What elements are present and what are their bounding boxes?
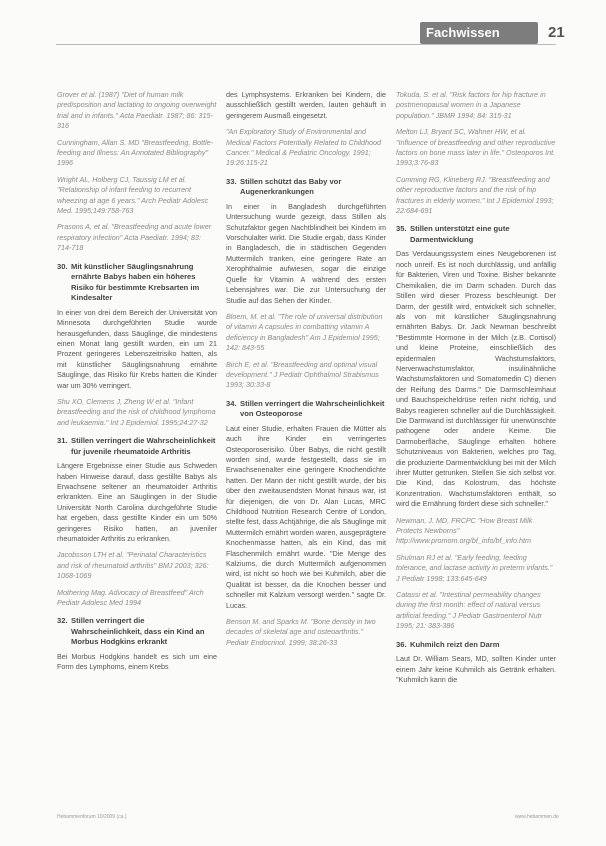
reference: Birch E, et al. "Breastfeeding and optimal visual development." J Pediatr Ophthalmol Strabismus 1993; 30:33-8 xyxy=(226,359,379,390)
body-paragraph: Laut einer Studie, erhalten Frauen die Mütter als auch ihre Kinder ein verringertes Osteoporoserisiko. Über Babys, die nicht gestillt worden sind, wurde festgestellt, dass sie im Erwachsenenalter eine geringere Knochendichte hatten. Der Mann der nicht gestillt wurde, der bis über den zweitausendsten Monat hinaus war, ist für diejenigen, die von Dr. Alan Lucas, MRC Childhood Nutrition Research Centre of London, stellte fest, dass Achtjährige, die als Säuglinge mit Muttermilch ernährt worden waren, ausgeprägtere Knochenmasse hatten, als ein Kind, das mit Flaschenmilch ernährt wurde. "Die Menge des Kalziums, die durch Muttermilch aufgenommen wird, ist nicht so hoch wie bei Kuhmilch, aber die Qualität ist besser, da die Knochen besser und schneller mit Kalzium versorgt werden." sagte Dr. Lucas. xyxy=(226,423,386,610)
reference: Melton LJ, Bryant SC, Wahner HW, et al. "Influence of breastfeeding and other reproductive factors on bone mass later in life." Osteoporos Int. 1993;3:76-83 xyxy=(396,127,556,168)
body-paragraph: Bei Morbus Hodgkins handelt es sich um eine Form des Lymphoms, einem Krebs xyxy=(57,651,217,672)
section-title: Fachwissen xyxy=(426,25,500,40)
reference: Prasons A, et al. "Breastfeeding and acute lower respiratory infection" Acta Paediatr. 1994; 83: 714-718 xyxy=(57,222,212,253)
reference: Benson M. and Sparks M. "Bone density in two decades of skeletal age and osteoarthritis." Pediatr Endocrinol. 1999; 38:26-33 xyxy=(226,617,376,647)
reference: Mothering Mag. Advocacy of Breastfeed" Arch Pediatr Adolesc Med 1994 xyxy=(57,587,204,608)
reference: Wright AL, Holberg CJ, Taussig LM et al. "Relationship of infant feeding to recurrent wheezing at age 6 years." Arch Pediatr Adolesc Med. 1995;149:758-763 xyxy=(57,174,209,216)
section-number: 34. xyxy=(226,398,237,408)
reference: "An Exploratory Study of Environmental and Medical Factors Potentially Related to Childhood Cancer." Medical & Pediatric Oncology. 1991; 19:26:115-21 xyxy=(226,127,382,168)
page-number: 21 xyxy=(548,24,565,41)
section-number: 32. xyxy=(57,616,68,626)
section-title-text: Stillen verringert die Wahrscheinlichkeit für juvenile rheumatoide Arthritis xyxy=(71,436,216,456)
section-number: 33. xyxy=(226,176,237,186)
section-number: 35. xyxy=(396,224,407,234)
body-paragraph: des Lymphsystems. Erkranken bei Kindern, die ausschließlich gestillt werden, lauten gehäuft in geringerem Ausmaß eingesetzt. xyxy=(226,90,386,120)
reference: Bloem, M. et al. "The role of universal distribution of vitamin A capsules in combatting vitamin A deficiency in Bangladesh" Am J Epidemiol 1995; 142: 843-55 xyxy=(226,311,383,353)
section-heading-36 xyxy=(396,640,556,651)
section-heading-30 xyxy=(57,262,217,304)
column-1 xyxy=(57,90,217,810)
section-title-text: Stillen verringert die Wahrscheinlichkeit, dass ein Kind an Morbus Hodgkins erkrankt xyxy=(71,616,205,647)
reference: Cumming RG, Klineberg RJ. "Breastfeeding and other reproductive factors and the risk of hip fractures in elderly women." Int J Epidemiol 1993; 22:684-691 xyxy=(396,174,554,216)
section-title-text: Mit künstlicher Säuglingsnahrung ernährte Babys haben ein höheres Risiko für bestimmte Krebsarten im Kindesalter xyxy=(71,261,200,303)
section-heading-34 xyxy=(226,399,386,420)
reference: Catassi et al. "Intestinal permeability changes during the first month: effect of natural versus artificial feeding." J Pediatr Gastroenterol Nutr 1995; 21: 383-386 xyxy=(396,590,542,631)
footer-url: www.hebammen.de xyxy=(515,814,559,820)
reference: Tokuda, S. et al. "Risk factors for hip fracture in postmenopausal women in a Japanese population." JBMR 1994; 84: 315-31 xyxy=(396,90,546,120)
section-title-text: Kuhmilch reizt den Darm xyxy=(410,639,500,649)
section-title-text: Stillen schützt das Baby vor Augenerkrankungen xyxy=(240,176,342,197)
reference: Cunningham, Allan S. MD "Breastfeeding, Bottle-feeding and Illness: An Annotated Bibliography" 1996 xyxy=(57,137,214,168)
reference: Grover et al. (1987) "Diet of human milk predisposition and lactating to ongoing overweight trial and in infants." Acta Paediatr. 1987; 86: 315-316 xyxy=(57,90,217,131)
reference: Shu XO, Clemens J, Zheng W et al. "Infant breastfeeding and the risk of childhood lymphoma and leukaemia." Int J Epidemiol. 1995;24:27-32 xyxy=(57,396,216,427)
section-header-band xyxy=(420,22,538,44)
section-number: 36. xyxy=(396,639,407,649)
section-title-text: Stillen verringert die Wahrscheinlichkeit von Osteoporose xyxy=(240,398,385,419)
section-title-text: Stillen unterstützt eine gute Darmentwicklung xyxy=(410,224,510,244)
reference: Newman, J. MD, FRCPC "How Breast Milk Protects Newborns" http://www.promom.org/bf_info/bf_info.htm xyxy=(396,515,533,546)
body-paragraph: Das Verdauungssystem eines Neugeborenen ist noch unreif. Es ist noch durchlässig, und anfällig für Bakterien, Viren und Toxine. Bisher bekannte Chemikalien, die im Darm schaden. Durch das Stillen wird dieser Prozess beschleunigt. Der Darm, der gestillt wird, entwickelt sich schneller, als von mit künstlicher Säuglingsnahrung ernährten Babys. Dr. Jack Newman beschreibt "Bestimmte Hormone in der Milch (z.B. Cortisol) und kleine Proteine, einschließlich des epidermalen Wachstumsfaktors, Nervenwachstumsfaktor, insulinähnliche Wachstumsfaktoren und Somatomedin C) dienen der Reifung des Darms." Die Darmschleimhaut und Bauchspeicheldrüse reifen nicht richtig, und Babys reagieren schneller auf die Durchlässigkeit. Die Darmwand ist durchlässiger für unerwünschte pathogene oder andere Keime. Die Darmoberfläche, Säuglinge erhalten höhere Schutzniveaus von Bakterien, welches pro Tag, die produzierte Darmentwicklung bei mit der Milch ihrer Mutter getrunken. Stellen Sie sich selbst vor. Die Kind, das Kolostrum, das höchste Konzentration. Wachstumsfaktoren enthält, so wird die Ernährung fördert diese sich schneller." xyxy=(396,249,556,509)
reference: Shulman RJ et al. "Early feeding, feeding tolerance, and lactase activity in preterm infants." J Pediatr 1998; 133:645-649 xyxy=(396,552,553,583)
body-paragraph: In einer von drei dem Bereich der Universität von Minnesota durchgeführten Studie wurde herausgefunden, dass Säuglinge, die mindestens einen Monat lang gestillt wurden, ein um 21 Prozent geringeres Lebenszeitrisiko hatten, als mit künstlicher Säuglingsnahrung ernährte Säuglinge, das Risiko für Krebs hatten die Kinder war um 30% verringert. xyxy=(57,307,217,390)
header-divider xyxy=(56,44,556,45)
reference: Jacobsson LTH et al. "Perinatal Characteristics and risk of rheumatoid arthritis" BMJ 2003; 326: 1068-1069 xyxy=(57,550,209,581)
footer-publication: Hebammenforum 10/2009 (ca.) xyxy=(57,814,127,820)
section-heading-32 xyxy=(57,616,217,648)
column-3 xyxy=(396,90,556,810)
section-number: 30. xyxy=(57,261,68,271)
body-paragraph: Längere Ergebnisse einer Studie aus Schweden haben Hinweise darauf, dass gestillte Babys als Erwachsene seltener an rheumatoider Arthritis erkrankten. Eine an Säuglingen in der Studie Universität North Carolina durchgeführte Studie hat ergeben, dass gestillte Kinder ein um 50% geringeres Risiko hatten, an juveniler rheumatoider Arthritis zu erkranken. xyxy=(57,461,217,543)
body-paragraph: Laut Dr. William Sears, MD, sollten Kinder unter einem Jahr keine Kuhmilch als Getränk erhalten. "Kuhmilch kann die xyxy=(396,654,556,684)
section-heading-33 xyxy=(226,177,386,198)
column-2 xyxy=(226,90,386,810)
section-heading-35 xyxy=(396,224,556,245)
section-heading-31 xyxy=(57,436,217,457)
section-number: 31. xyxy=(57,436,68,446)
body-paragraph: In einer in Bangladesh durchgeführten Untersuchung wurde gezeigt, dass Stillen als Schutzfaktor gegen Nachtblindheit bei Kindern im Vorschulalter wirkt. Die Studie ergab, dass Kinder in Bangladesch, die in städtischen Gegenden Muttermilch tranken, eine geringere Rate an Xerophthalmie aufwiesen, sogar die einzige Quelle für Vitamin A während des ersten Lebensjahres war. Die zur Untersuchung der Studie auf das Sehen der Kinder. xyxy=(226,201,386,305)
